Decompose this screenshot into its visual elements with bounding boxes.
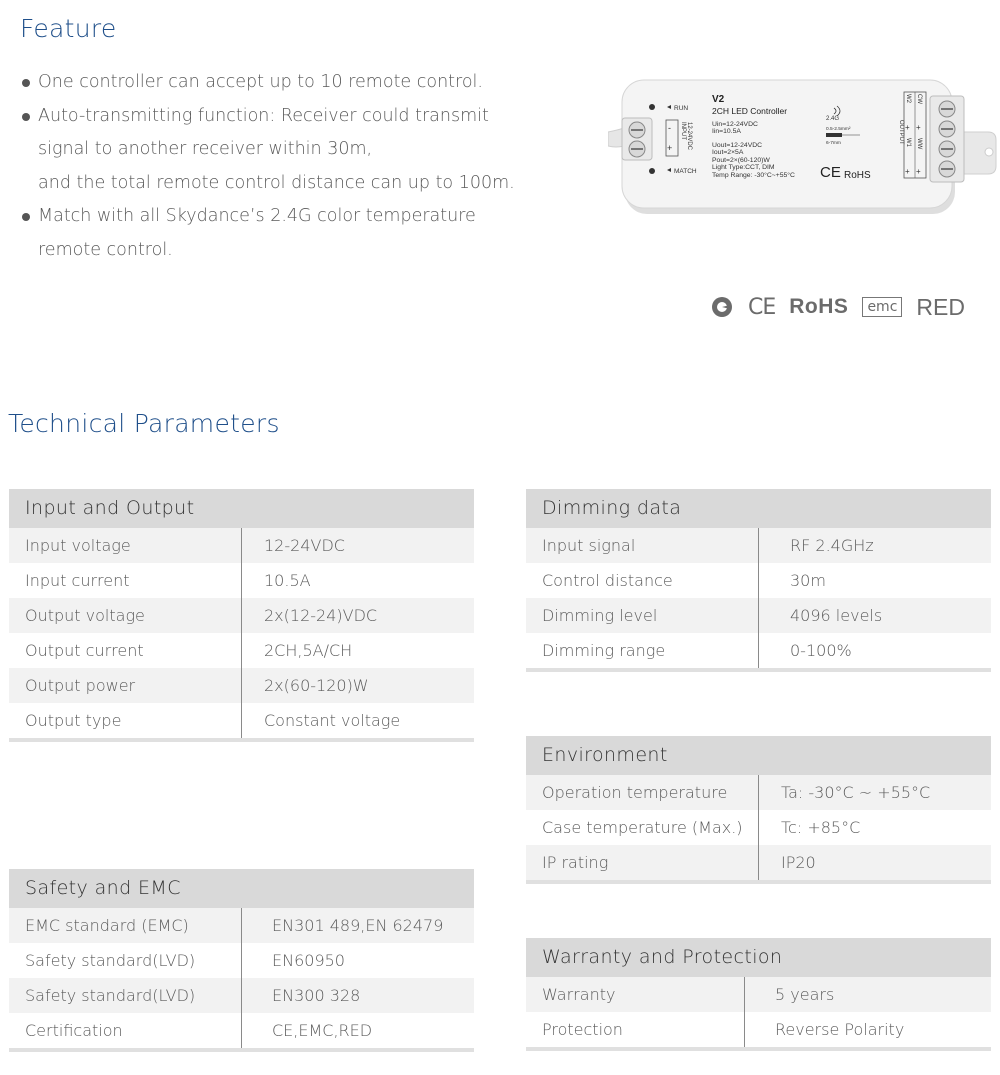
table-row (526, 528, 991, 563)
param-value: IP20 (781, 853, 816, 872)
svg-text:-: - (668, 123, 671, 133)
table-bottom-border (9, 738, 474, 742)
table-bottom-border (526, 1047, 991, 1051)
param-name: Dimming level (526, 598, 759, 633)
bullet-icon (22, 113, 30, 121)
feature-text: remote control. (38, 239, 173, 260)
param-name: Output type (9, 703, 242, 738)
svg-text:Light Type:CCT, DIM: Light Type:CCT, DIM (712, 164, 775, 171)
feature-text: One controller can accept up to 10 remote control. (38, 72, 483, 92)
warranty-protection-table (526, 938, 991, 1051)
svg-text:W1: W1 (905, 138, 911, 147)
param-name: Case temperature (Max.) (526, 810, 759, 845)
table-row (9, 943, 474, 978)
feature-item (22, 100, 582, 201)
param-value: 10.5A (264, 571, 311, 590)
param-value: Constant voltage (264, 711, 401, 730)
feature-text: and the total remote control distance can up to 100m. (38, 172, 515, 193)
param-name: Control distance (526, 563, 759, 598)
controller-device-image (608, 74, 1000, 219)
param-name: Output current (9, 633, 242, 668)
param-value: 12-24VDC (264, 536, 345, 555)
svg-text:+: + (667, 143, 673, 153)
svg-text:+: + (916, 167, 921, 176)
svg-text:2.4G: 2.4G (826, 116, 840, 122)
param-name: Input signal (526, 528, 759, 563)
svg-text:Uin=12-24VDC: Uin=12-24VDC (712, 121, 758, 128)
param-value: CE,EMC,RED (272, 1021, 373, 1040)
param-name: Certification (9, 1013, 242, 1048)
svg-text:Temp Range: -30°C~+55°C: Temp Range: -30°C~+55°C (712, 172, 795, 179)
param-name: Dimming range (526, 633, 759, 668)
svg-text:12-24VDC: 12-24VDC (686, 122, 692, 151)
param-name: Output voltage (9, 598, 242, 633)
table-row (9, 598, 474, 633)
table-row (526, 633, 991, 668)
param-name: Output power (9, 668, 242, 703)
table-row (9, 563, 474, 598)
certification-logos (712, 293, 979, 321)
feature-text: Auto-transmitting function: Receiver could transmit (38, 105, 489, 126)
c-tick-icon (712, 297, 732, 317)
param-name: Input current (9, 563, 242, 598)
svg-text:+: + (905, 167, 910, 176)
table-row (9, 703, 474, 738)
dimming-data-table (526, 489, 991, 672)
param-value: 4096 levels (790, 606, 883, 625)
param-name: Input voltage (9, 528, 242, 563)
param-value: Reverse Polarity (775, 1020, 905, 1039)
feature-text: signal to another receiver within 30m, (38, 139, 373, 159)
feature-text: Match with all Skydance’s 2.4G color temperature (38, 206, 476, 226)
input-output-table (9, 489, 474, 742)
feature-list (22, 66, 582, 267)
table-bottom-border (526, 668, 991, 672)
param-value: 2x(12-24)VDC (264, 606, 378, 625)
param-value: EN301 489,EN 62479 (272, 916, 444, 935)
table-header: Warranty and Protection (526, 938, 991, 977)
svg-text:OUTPUT: OUTPUT (898, 120, 904, 145)
svg-text:+: + (905, 123, 910, 132)
svg-text:RUN: RUN (674, 105, 689, 112)
table-row (9, 633, 474, 668)
table-header: Safety and EMC (9, 869, 474, 908)
param-value: 5 years (775, 985, 835, 1004)
param-value: EN60950 (272, 951, 345, 970)
table-row (9, 978, 474, 1013)
table-header: Input and Output (9, 489, 474, 528)
svg-text:6-7mm: 6-7mm (826, 141, 841, 146)
red-logo: RED (916, 293, 965, 320)
bullet-icon (22, 79, 30, 87)
svg-text:CW: CW (916, 94, 922, 104)
param-name: Protection (526, 1012, 745, 1047)
table-row (526, 810, 991, 845)
param-value: EN300 328 (272, 986, 361, 1005)
svg-text:+: + (916, 123, 921, 132)
table-row (526, 845, 991, 880)
param-value: Tc: +85°C (781, 818, 861, 837)
safety-emc-table (9, 869, 474, 1052)
param-name: IP rating (526, 845, 759, 880)
svg-text:CE: CE (820, 164, 841, 181)
technical-parameters-title: Technical Parameters (8, 409, 280, 438)
bullet-icon (22, 213, 30, 221)
svg-text:V2: V2 (712, 94, 725, 105)
param-value: 2CH,5A/CH (264, 641, 353, 660)
rohs-logo: RoHS (789, 295, 849, 318)
table-row (9, 908, 474, 943)
param-value: Ta: -30°C ~ +55°C (781, 783, 931, 802)
param-name: Safety standard(LVD) (9, 978, 242, 1013)
param-name: EMC standard (EMC) (9, 908, 242, 943)
svg-text:WW: WW (916, 138, 922, 150)
table-row (526, 563, 991, 598)
svg-text:MATCH: MATCH (674, 168, 697, 175)
param-value: 2x(60-120)W (264, 676, 369, 695)
table-header: Environment (526, 736, 991, 775)
svg-text:Uout=12-24VDC: Uout=12-24VDC (712, 142, 763, 149)
param-name: Operation temperature (526, 775, 759, 810)
svg-text:INPUT: INPUT (680, 122, 686, 140)
table-row (9, 668, 474, 703)
table-row (526, 598, 991, 633)
table-row (9, 528, 474, 563)
table-bottom-border (9, 1048, 474, 1052)
emc-logo: emc (862, 297, 902, 317)
table-row (526, 1012, 991, 1047)
svg-text:2CH LED Controller: 2CH LED Controller (712, 106, 788, 116)
table-bottom-border (526, 880, 991, 884)
table-header: Dimming data (526, 489, 991, 528)
svg-text:Iout=2×5A: Iout=2×5A (712, 149, 744, 156)
param-value: 0-100% (790, 641, 852, 660)
table-row (526, 775, 991, 810)
svg-text:W2: W2 (905, 94, 911, 103)
param-value: RF 2.4GHz (790, 536, 874, 555)
svg-text:Iin=10.5A: Iin=10.5A (712, 128, 741, 135)
feature-item (22, 66, 582, 100)
feature-item (22, 200, 582, 267)
param-name: Warranty (526, 977, 745, 1012)
svg-text:Pout=2×(60-120)W: Pout=2×(60-120)W (712, 157, 770, 164)
feature-title: Feature (20, 14, 117, 43)
svg-text:0.5-2.5mm²: 0.5-2.5mm² (826, 127, 851, 132)
param-value: 30m (790, 571, 826, 590)
param-name: Safety standard(LVD) (9, 943, 242, 978)
svg-text:RoHS: RoHS (844, 170, 871, 181)
environment-table (526, 736, 991, 884)
ce-logo: CE (748, 294, 776, 320)
table-row (9, 1013, 474, 1048)
table-row (526, 977, 991, 1012)
